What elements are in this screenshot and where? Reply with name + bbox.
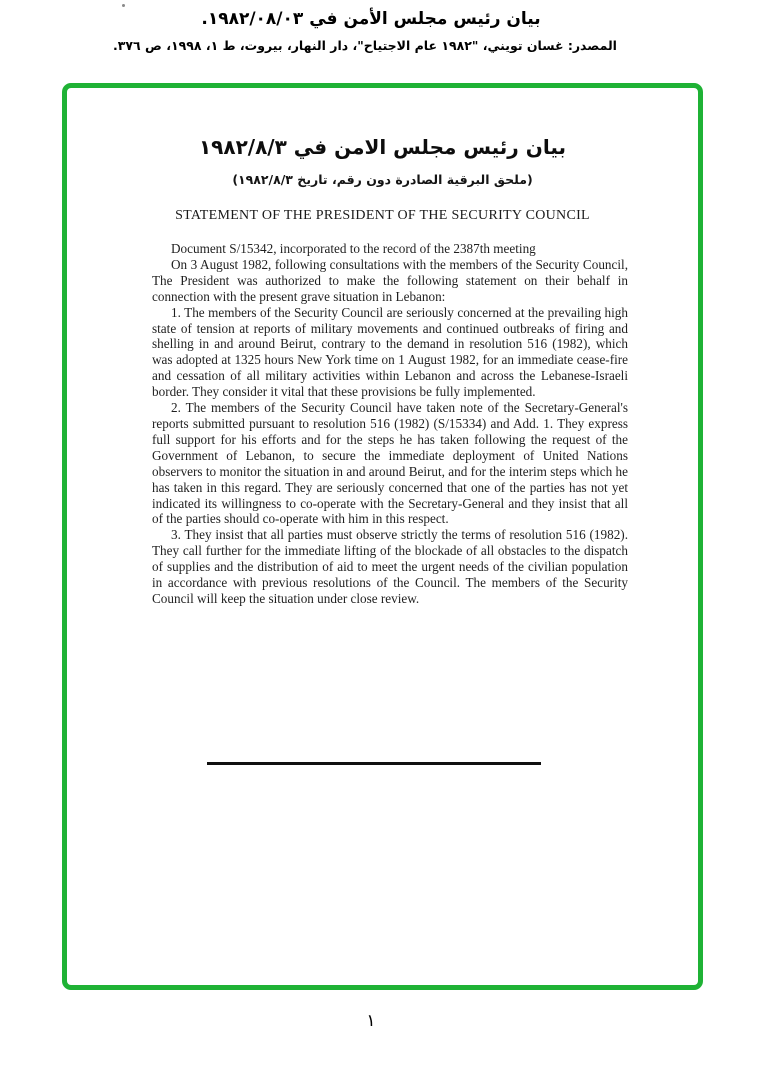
- source-citation-arabic: المصدر: غسان تويني، "١٩٨٢ عام الاجتياح"، دار النهار، بيروت، ط ١، ١٩٩٨، ص ٣٧٦.: [113, 38, 617, 53]
- scan-artifact-dot: [122, 4, 125, 7]
- statement-body: [152, 241, 628, 607]
- document-border-frame: [62, 83, 703, 990]
- statement-subtitle-arabic: (ملحق البرقية الصادرة دون رقم، تاريخ ١٩٨٢/٨/٣): [232, 172, 533, 187]
- paragraph-point-3: 3. They insist that all parties must observe strictly the terms of resolution 516 (1982). They call further for the immediate lifting of the blockade of all obstacles to the dispatch of supplies and the distribution of aid to meet the urgent needs of the civilian population in accordance with previous resolutions of the Council. The members of the Security Council will keep the situation under close review.: [152, 527, 628, 606]
- signature-divider-line: [207, 762, 541, 765]
- paragraph-point-1: 1. The members of the Security Council are seriously concerned at the prevailing high state of tension at reports of military movements and continued outbreaks of firing and shelling in and around Beirut, contrary to the demand in resolution 516 (1982), which was adopted at 1325 hours New York time on 1 August 1982, for an immediate cease-fire and cessation of all military activities within Lebanon and across the Lebanese-Israeli border. They consider it vital that these provisions be fully implemented.: [152, 304, 628, 400]
- paragraph-introduction: On 3 August 1982, following consultations with the members of the Security Council, The President was authorized to make the following statement on their behalf in connection with the present grave situation in Lebanon:: [152, 256, 628, 304]
- paragraph-document-reference: Document S/15342, incorporated to the record of the 2387th meeting: [171, 241, 536, 256]
- statement-title-arabic: بيان رئيس مجلس الامن في ١٩٨٢/٨/٣: [198, 135, 567, 159]
- statement-heading-english: STATEMENT OF THE PRESIDENT OF THE SECURITY COUNCIL: [175, 208, 590, 223]
- page-title-arabic: بيان رئيس مجلس الأمن في ١٩٨٢/٠٨/٠٣.: [201, 9, 541, 29]
- paragraph-point-2: 2. The members of the Security Council have taken note of the Secretary-General's reports submitted pursuant to resolution 516 (1982) (S/15334) and Add. 1. They express full support for his efforts and for the steps he has taken following the request of the Government of Lebanon, to secure the immediate deployment of United Nations observers to monitor the situation in and around Beirut, and for the interim steps which he has taken in this regard. They are seriously concerned that one of the parties has not yet indicated its willingness to co-operate with the Secretary-General and they insist that all of the parties should co-operate with him in this respect.: [152, 400, 628, 527]
- page-number: ١: [366, 1011, 376, 1031]
